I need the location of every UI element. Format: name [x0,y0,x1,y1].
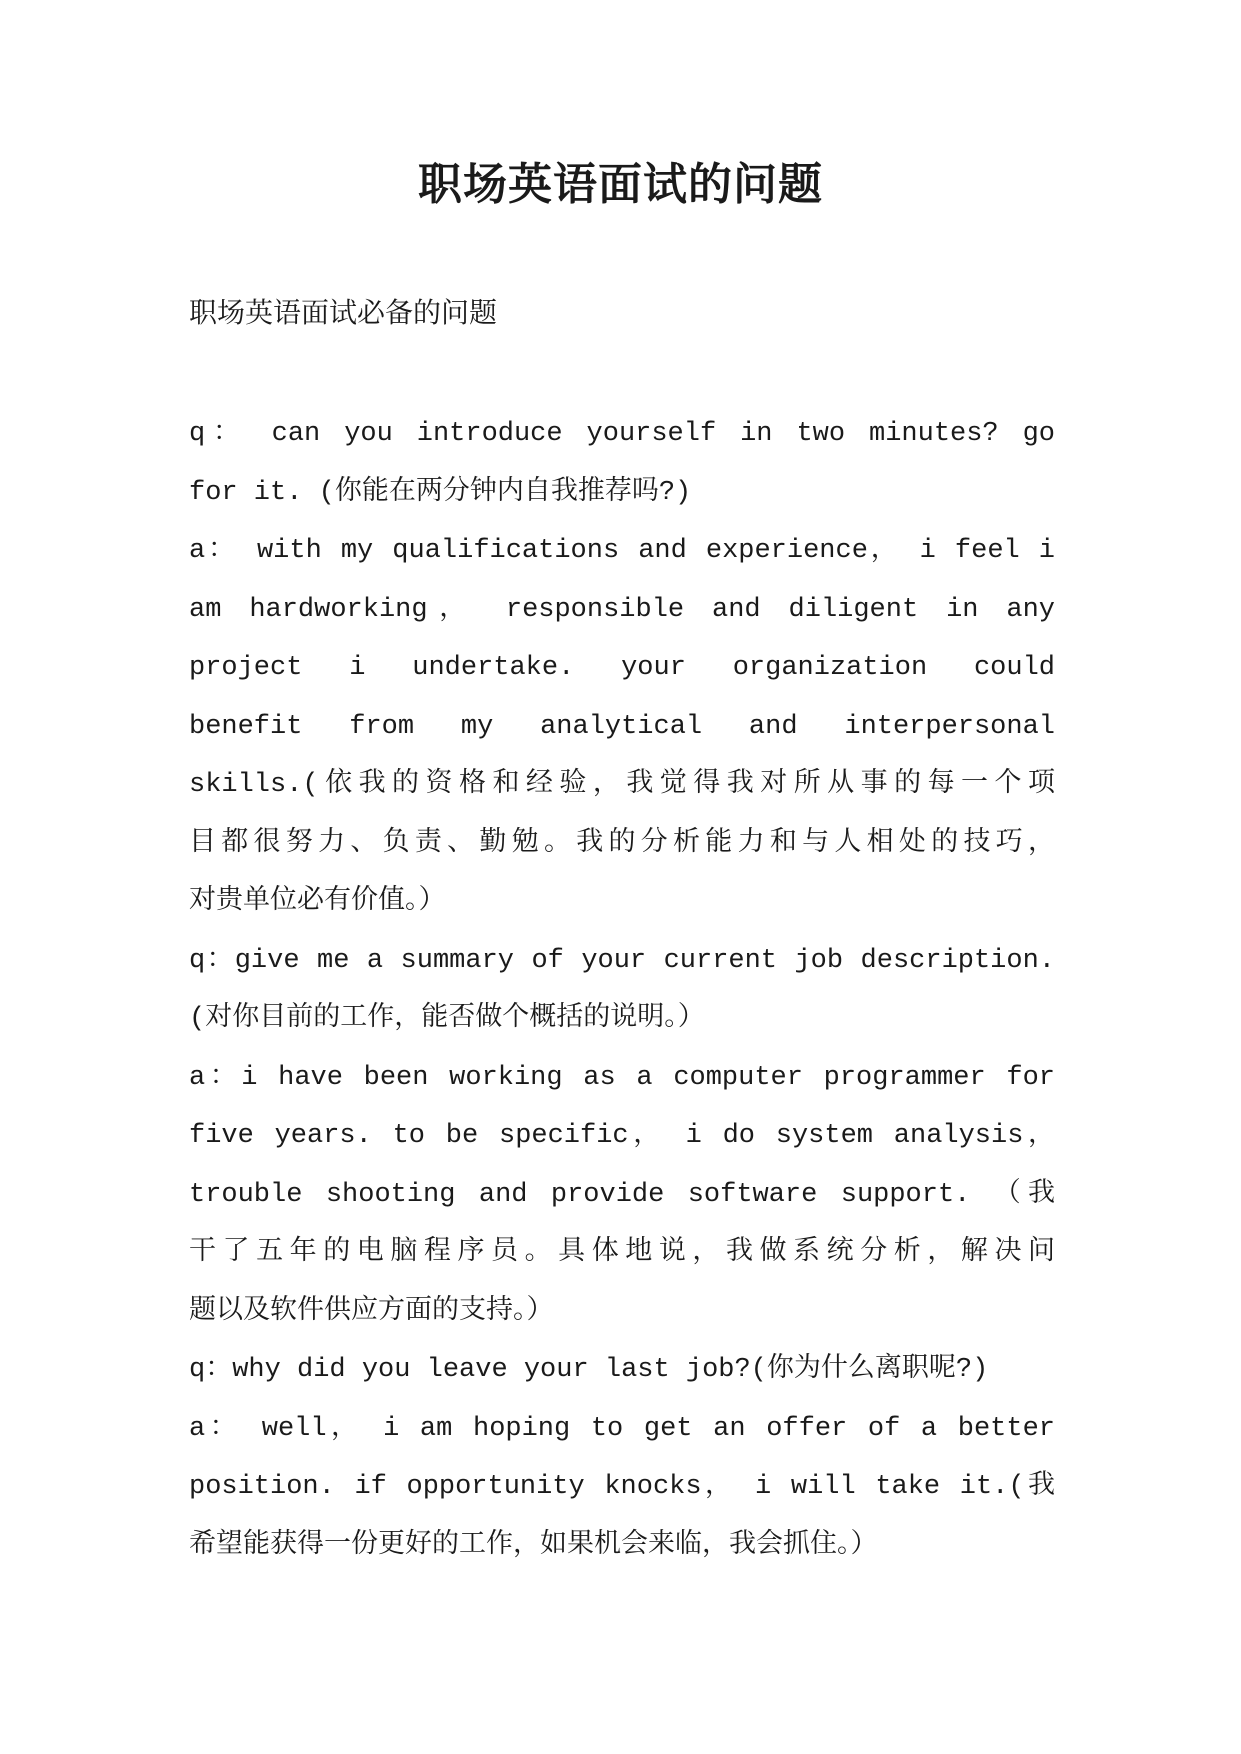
question-line: q：give me a summary of your current job description. [189,945,1055,976]
answer-line: five years. to be specific， i do system analysis， [189,1121,1055,1151]
question-line: (对你目前的工作，能否做个概括的说明。） [189,1004,705,1034]
answer-line: 对贵单位必有价值。） [189,887,446,917]
qa-question [189,932,1055,1049]
answer-line: trouble shooting and provide software support. （我 [189,1179,1055,1210]
answer-line: 目都很努力、负责、勤勉。我的分析能力和与人相处的技巧， [189,828,1055,859]
answer-line: 希望能获得一份更好的工作，如果机会来临，我会抓住。） [189,1530,878,1561]
question-line: for it. (你能在两分钟内自我推荐吗?) [189,477,692,508]
answer-line: position. if opportunity knocks， i will take it.(我 [189,1472,1055,1502]
answer-line: a： with my qualifications and experience， i feel i [189,536,1055,566]
document-body [189,405,1055,1575]
question-line: q： can you introduce yourself in two minutes? go [189,419,1055,449]
qa-answer [189,1049,1055,1342]
answer-line: skills.(依我的资格和经验，我觉得我对所从事的每一个项 [189,770,1055,800]
qa-question [189,405,1055,522]
answer-line: project i undertake. your organization could [189,653,1055,683]
document-title: 职场英语面试的问题 [418,160,823,209]
answer-line: am hardworking， responsible and diligent in any [189,594,1055,625]
document-subtitle: 职场英语面试必备的问题 [189,300,498,331]
qa-answer [189,1400,1055,1576]
answer-line: benefit from my analytical and interpersonal [189,711,1055,742]
answer-line: a： well， i am hoping to get an offer of a better [189,1413,1055,1444]
answer-line: 干了五年的电脑程序员。具体地说，我做系统分析，解决问 [189,1238,1055,1268]
answer-line: a：i have been working as a computer programmer for [189,1062,1055,1093]
question-line: q：why did you leave your last job?(你为什么离职呢?) [189,1355,989,1385]
qa-question [189,1341,1055,1400]
qa-answer [189,522,1055,932]
answer-line: 题以及软件供应方面的支持。） [189,1296,554,1327]
